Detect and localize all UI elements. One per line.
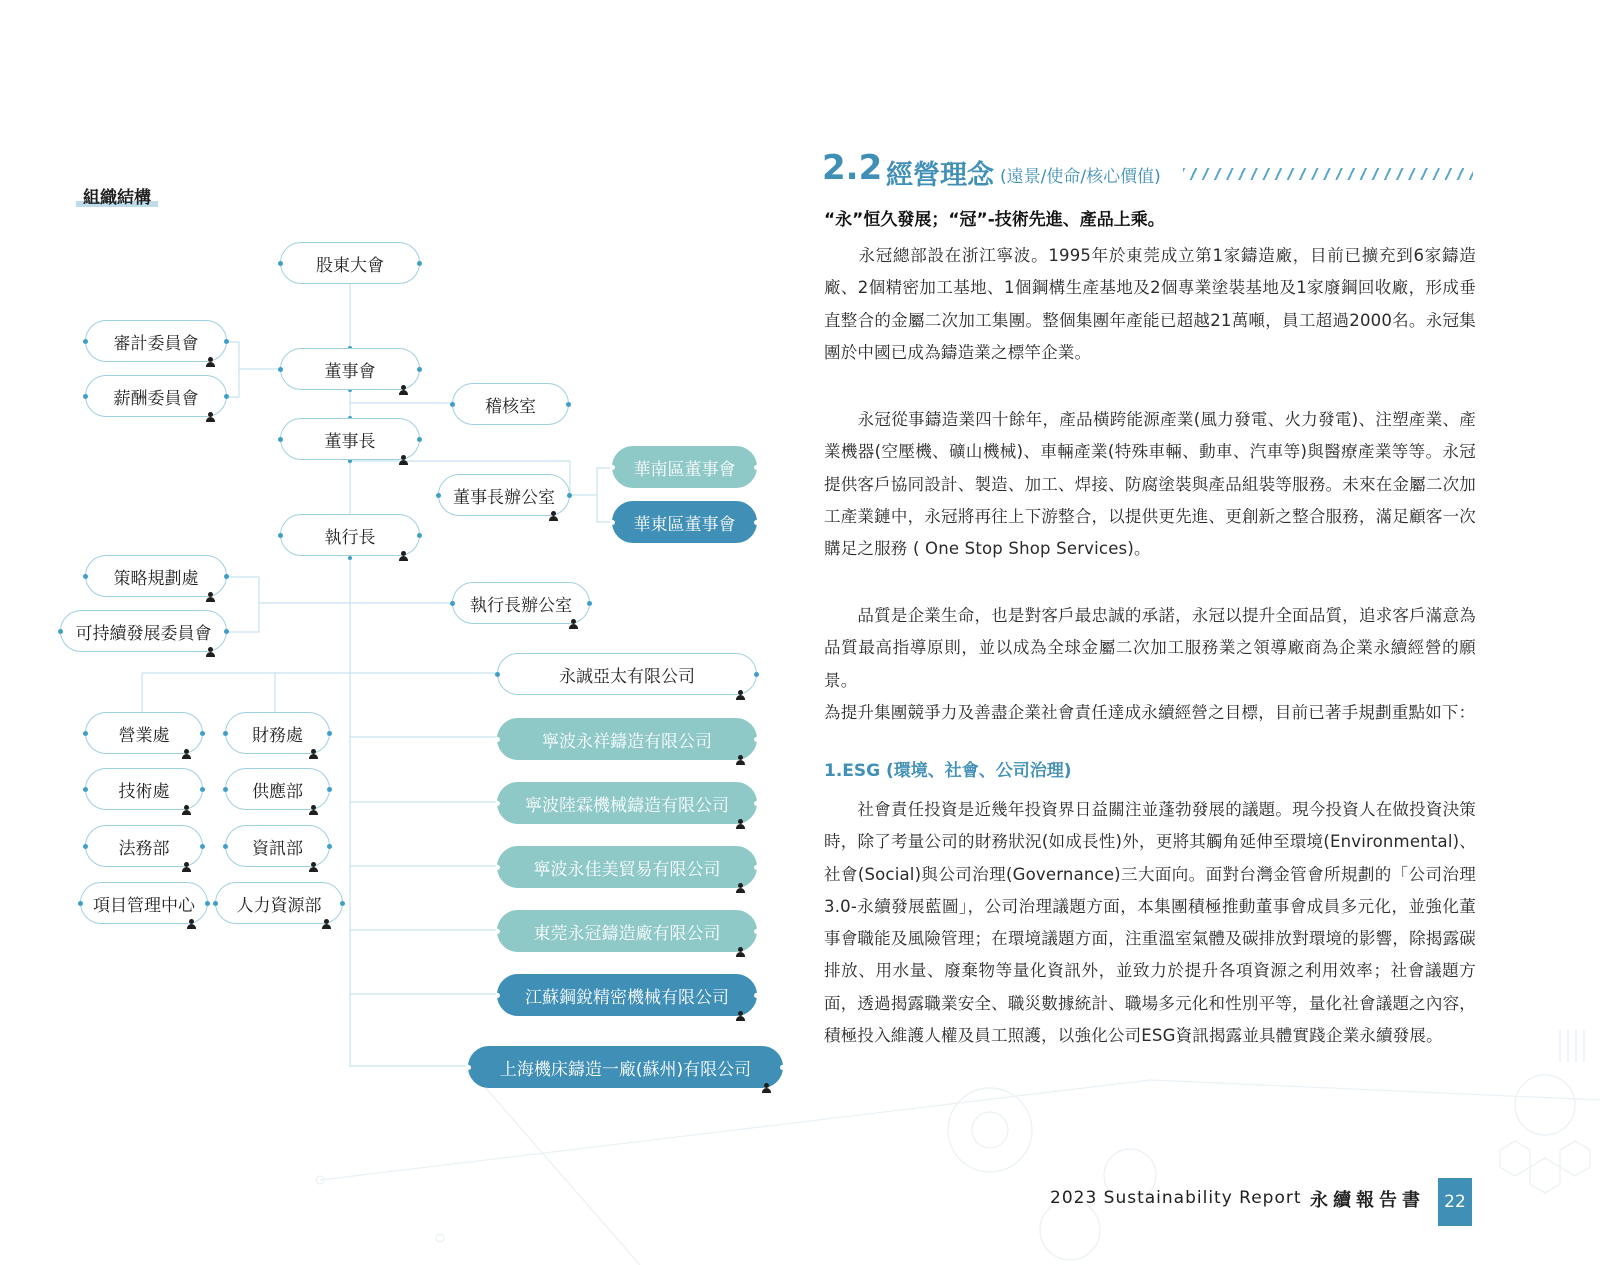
connector-dot [417, 437, 422, 442]
person-icon [187, 919, 197, 930]
org-node-label: 法務部 [118, 838, 170, 859]
org-node-label: 永誠亞太有限公司 [559, 666, 695, 687]
person-icon [206, 412, 216, 423]
connector-dot [224, 574, 229, 579]
section-number: 2.2 [822, 148, 883, 188]
org-node-supply[interactable] [225, 768, 330, 810]
footer-report-title: 2023 Sustainability Report [1050, 1188, 1302, 1208]
paragraph-esg: 社會責任投資是近幾年投資界日益關注並蓬勃發展的議題。現今投資人在做投資決策時，除了考量公司的財務狀況(如成長性)外，更將其觸角延伸至環境(Environmental)、社會(Social)與公司治理(Governance)三大面向。面對台灣金管會所規劃的「公司治理3.0-永續發展藍圖」，公司治理議題方面，本集團積極推動董事會成員多元化，並強化董事會職能及風險管理；在環境議題方面，注重溫室氣體及碳排放對環境的影響，除揭露碳排放、用水量、廢棄物等量化資訊外，並致力於提升各項資源之利用效率；社會議題方面，透過揭露職業安全、職災數據統計、職場多元化和性別平等，量化社會議題之內容，積極投入維護人權及員工照護，以強化公司ESG資訊揭露並具體實踐企業永續發展。 [824, 800, 1476, 1046]
org-node-label: 審計委員會 [113, 333, 199, 354]
footer-report-title-cn: 永續報告書 [1310, 1190, 1425, 1211]
connector-dot [610, 520, 615, 525]
connector-dot [417, 367, 422, 372]
connector-dot [224, 629, 229, 634]
org-node-pmo[interactable] [80, 882, 208, 924]
connector-dot [83, 394, 88, 399]
org-node-label: 薪酬委員會 [113, 388, 199, 409]
connector-dot [495, 929, 500, 934]
person-icon [322, 919, 332, 930]
connector-dot [200, 731, 205, 736]
org-node-label: 江蘇鋼銳精密機械有限公司 [525, 987, 729, 1008]
page-number: 22 [1438, 1178, 1472, 1226]
org-node-sub-ningbo-lulin[interactable] [497, 782, 757, 824]
org-node-label: 執行長 [324, 527, 376, 548]
connector-dot [566, 402, 571, 407]
org-node-strategy-dept[interactable] [85, 555, 227, 597]
connector-dot [495, 737, 500, 742]
person-icon [206, 357, 216, 368]
org-node-sub-ningbo-yongxiang[interactable] [497, 718, 757, 760]
connector-dot [223, 844, 228, 849]
org-node-internal-audit[interactable] [452, 383, 569, 425]
org-node-sales[interactable] [85, 712, 203, 754]
org-node-label: 策略規劃處 [113, 568, 199, 589]
connector-dot [780, 1065, 785, 1070]
person-icon [309, 862, 319, 873]
person-icon [736, 947, 746, 958]
connector-dot [200, 787, 205, 792]
person-icon [206, 592, 216, 603]
org-node-label: 技術處 [118, 781, 170, 802]
connector-dot [278, 261, 283, 266]
connector-dot [278, 533, 283, 538]
connector-dot [754, 520, 759, 525]
org-node-label: 項目管理中心 [93, 895, 195, 916]
person-icon [569, 619, 579, 630]
org-node-label: 股東大會 [316, 255, 384, 276]
paragraph-goals: 為提升集團競爭力及善盡企業社會責任達成永續經營之目標，目前已著手規劃重點如下： [824, 703, 1476, 722]
org-node-hr[interactable] [215, 882, 343, 924]
org-node-label: 華東區董事會 [633, 514, 736, 535]
connector-dot [83, 574, 88, 579]
org-node-label: 寧波永祥鑄造有限公司 [542, 731, 712, 752]
connector-dot [58, 629, 63, 634]
connector-dot [754, 993, 759, 998]
org-node-label: 上海機床鑄造一廠(蘇州)有限公司 [499, 1059, 752, 1080]
org-node-label: 資訊部 [252, 838, 303, 859]
person-icon [399, 455, 409, 466]
connector-dot [83, 731, 88, 736]
org-node-label: 寧波陸霖機械鑄造有限公司 [525, 795, 729, 816]
org-node-it[interactable] [225, 825, 330, 867]
org-node-label: 董事會 [324, 361, 376, 382]
connector-dot [754, 801, 759, 806]
org-node-label: 可持續發展委員會 [75, 623, 212, 644]
org-node-label: 執行長辦公室 [470, 595, 572, 616]
connector-dot [83, 787, 88, 792]
org-node-sustainability-committee[interactable] [60, 610, 227, 652]
org-node-label: 供應部 [252, 781, 303, 802]
connector-dot [223, 787, 228, 792]
person-icon [549, 511, 559, 522]
connector-dot [436, 493, 441, 498]
connector-dot [213, 901, 218, 906]
connector-dot [495, 865, 500, 870]
paragraph-quality: 品質是企業生命，也是對客戶最忠誠的承諾，永冠以提升全面品質，追求客戶滿意為品質最高指導原則，並以成為全球金屬二次加工服務業之領導廠商為企業永續經營的願景。 [824, 606, 1476, 690]
esg-heading: 1.ESG (環境、社會、公司治理) [824, 761, 1072, 781]
connector-dot [223, 731, 228, 736]
person-icon [309, 805, 319, 816]
person-icon [182, 749, 192, 760]
connector-dot [567, 493, 572, 498]
org-node-label: 寧波永佳美貿易有限公司 [533, 859, 721, 880]
connector-dot [610, 465, 615, 470]
connector-dot [495, 993, 500, 998]
org-node-shareholders[interactable] [280, 242, 420, 284]
paragraph-industries: 永冠從事鑄造業四十餘年，產品橫跨能源產業(風力發電、火力發電)、注塑產業、產業機器(空壓機、礦山機械)、車輛產業(特殊車輛、動車、汽車等)與醫療產業等等。永冠提供客戶協同設計、製造、加工、焊接、防腐塗裝與產品組裝等服務。未來在金屬二次加工產業鏈中，永冠將再往上下游整合，以提供更先進、更創新之整合服務，滿足顧客一次購足之服務 ( One Stop Shop Services)。 [824, 410, 1476, 559]
person-icon [736, 690, 746, 701]
org-node-sub-asia-pacific[interactable] [497, 653, 757, 695]
person-icon [762, 1083, 772, 1094]
org-node-ceo[interactable] [280, 514, 420, 556]
connector-dot [78, 901, 83, 906]
person-icon [736, 883, 746, 894]
person-icon [182, 805, 192, 816]
org-node-east-china-board[interactable] [612, 501, 757, 543]
connector-dot [754, 465, 759, 470]
person-icon [309, 749, 319, 760]
org-node-technology[interactable] [85, 768, 203, 810]
org-node-label: 稽核室 [485, 396, 536, 417]
connector-dot [450, 601, 455, 606]
org-node-sub-ningbo-yongjiamei[interactable] [497, 846, 757, 888]
connector-dot [417, 261, 422, 266]
connector-dot [450, 402, 455, 407]
org-node-label: 東莞永冠鑄造廠有限公司 [533, 923, 721, 944]
org-node-compensation-committee[interactable] [85, 375, 227, 417]
person-icon [182, 862, 192, 873]
connector-dot [754, 865, 759, 870]
org-chart-label: 組織結構 [80, 183, 154, 208]
org-node-sub-dongguan[interactable] [497, 910, 757, 952]
connector-dot [754, 929, 759, 934]
connector-dot [587, 601, 592, 606]
org-node-south-china-board[interactable] [612, 446, 757, 488]
org-node-chairman-office[interactable] [438, 474, 570, 516]
connector-dot [495, 672, 500, 677]
person-icon [206, 647, 216, 658]
person-icon [736, 755, 746, 766]
connector-dot [327, 787, 332, 792]
org-node-ceo-office[interactable] [452, 582, 590, 624]
connector-dot [417, 533, 422, 538]
org-node-board[interactable] [280, 348, 420, 390]
connector-dot [495, 801, 500, 806]
org-node-legal[interactable] [85, 825, 203, 867]
org-node-label: 董事長 [324, 431, 376, 452]
person-icon [736, 1011, 746, 1022]
connector-dot [327, 844, 332, 849]
title-hatch-decoration [1183, 168, 1473, 180]
connector-dot [278, 367, 283, 372]
connector-dot [205, 901, 210, 906]
connector-dot [340, 901, 345, 906]
person-icon [399, 385, 409, 396]
person-icon [399, 551, 409, 562]
person-icon [736, 819, 746, 830]
org-node-finance[interactable] [225, 712, 330, 754]
connector-dot [327, 731, 332, 736]
org-node-label: 人力資源部 [236, 895, 322, 916]
org-node-sub-jiangsu[interactable] [497, 974, 757, 1016]
paragraph-headquarters: 永冠總部設在浙江寧波。1995年於東莞成立第1家鑄造廠，目前已擴充到6家鑄造廠、2個精密加工基地、1個鋼構生產基地及2個專業塗裝基地及1家廢鋼回收廠，形成垂直整合的金屬二次加工集團。整個集團年產能已超越21萬噸，員工超過2000名。永冠集團於中國已成為鑄造業之標竿企業。 [824, 246, 1476, 362]
connector-dot [278, 437, 283, 442]
slogan: “永”恒久發展；“冠”-技術先進、產品上乘。 [824, 210, 1165, 230]
org-node-audit-committee[interactable] [85, 320, 227, 362]
connector-dot [200, 844, 205, 849]
connector-dot [466, 1065, 471, 1070]
org-node-label: 營業處 [118, 725, 170, 746]
org-node-label: 財務處 [252, 725, 303, 746]
connector-dot [83, 339, 88, 344]
section-subtitle: (遠景/使命/核心價值) [1000, 167, 1161, 187]
connector-dot [754, 672, 759, 677]
connector-dot [754, 737, 759, 742]
connector-dot [83, 844, 88, 849]
org-node-sub-shanghai[interactable] [468, 1046, 783, 1088]
connector-dot [224, 394, 229, 399]
org-node-label: 董事長辦公室 [453, 487, 555, 508]
connector-dot [224, 339, 229, 344]
org-node-chairman[interactable] [280, 418, 420, 460]
section-title: 經營理念 [886, 160, 994, 191]
org-node-label: 華南區董事會 [633, 459, 736, 480]
